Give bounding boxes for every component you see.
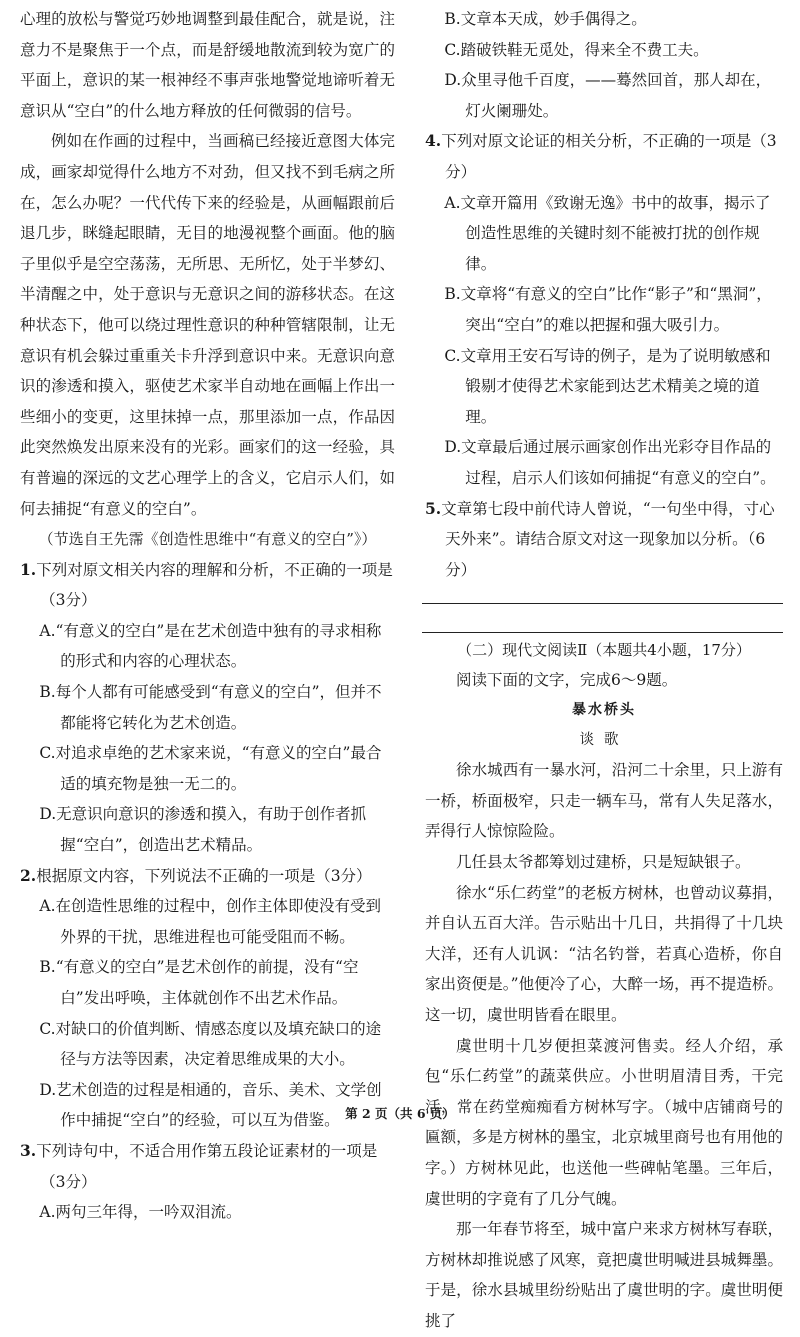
question-number: 4. bbox=[425, 131, 442, 151]
story-paragraph: 徐水“乐仁药堂”的老板方树林，也曾动议募捐，并自认五百大洋。告示贴出十几日，共捐得了十几块大洋，还有人讥讽：“沽名钓誉，若真心造桥，你自家出资便是。”他便冷了心，大醉一场，再不提造桥。这一切，虞世明皆看在眼里。 bbox=[425, 883, 783, 1025]
story-paragraph: 徐水城西有一暴水河，沿河二十余里，只上游有一桥，桥面极窄，只走一辆车马，常有人失足落水，弄得行人惊惊险险。 bbox=[425, 761, 783, 841]
option-d: D.艺术创造的过程是相通的，音乐、美术、文学创作中捕捉“空白”的经验，可以互为借鉴。 bbox=[39, 1080, 382, 1130]
option-c: C.对追求卓绝的艺术家来说，“有意义的空白”最合适的填充物是独一无二的。 bbox=[39, 744, 382, 793]
option-b: B.“有意义的空白”是艺术创作的前提，没有“空白”发出呼唤，主体就创作不出艺术作品。 bbox=[39, 958, 359, 1007]
question-2 bbox=[20, 861, 395, 1136]
option-a: A.“有意义的空白”是在艺术创造中独有的寻求相称的形式和内容的心理状态。 bbox=[39, 621, 382, 671]
question-3 bbox=[20, 1136, 395, 1228]
left-column bbox=[20, 4, 395, 1228]
passage-paragraph: 心理的放松与警觉巧妙地调整到最佳配合，就是说，注意力不是聚焦于一个点，而是舒缓地散流到较为宽广的平面上，意识的某一根神经不事声张地警觉地谛听着无意识从“空白”的什么地方释放的任何微弱的信号。 bbox=[20, 10, 395, 120]
option-a: A.两句三年得，一吟双泪流。 bbox=[39, 1203, 242, 1222]
story-paragraph: 那一年春节将至，城中富户来求方树林写春联，方树林却推说感了风寒，竟把虞世明喊进县城舞墨。于是，徐水县城里纷纷贴出了虞世明的字。虞世明便挑了 bbox=[425, 1220, 783, 1330]
question-stem: 文章第七段中前代诗人曾说，“一句坐中得，寸心天外来”。请结合原文对这一现象加以分析。（6分） bbox=[441, 499, 775, 579]
option-a: A.在创造性思维的过程中，创作主体即使没有受到外界的干扰，思维进程也可能受阻而不畅。 bbox=[39, 897, 381, 946]
option-b: B.文章本天成，妙手偶得之。 bbox=[444, 10, 647, 28]
option-d: D.无意识向意识的渗透和摸入，有助于创作者抓握“空白”，创造出艺术精品。 bbox=[39, 805, 367, 855]
option-d: D.文章最后通过展示画家创作出光彩夺目作品的过程，启示人们该如何捕捉“有意义的空白”。 bbox=[444, 438, 776, 487]
question-number: 2. bbox=[20, 865, 37, 885]
question-5 bbox=[425, 494, 783, 586]
option-c: C.文章用王安石写诗的例子，是为了说明敏感和锻剔才使得艺术家能到达艺术精美之境的道理。 bbox=[444, 346, 771, 426]
question-number: 3. bbox=[20, 1140, 37, 1160]
story-paragraph: 几任县太爷都筹划过建桥，只是短缺银子。 bbox=[456, 853, 751, 872]
passage-paragraph: 例如在作画的过程中，当画稿已经接近意图大体完成，画家却觉得什么地方不对劲，但又找不到毛病之所在，怎么办呢？一代代传下来的经验是，从画幅跟前后退几步，眯缝起眼睛，无目的地漫视整个画面。他的脑子里似乎是空空荡荡，无所思、无所忆，处于半梦幻、半清醒之中，处于意识与无意识之间的游移状态。在这种状态下，他可以绕过理性意识的种种管辖限制，让无意识有机会躲过重重关卡升浮到意识中来。无意识向意识的渗透和摸入，驱使艺术家半自动地在画幅上作出一些细小的变更，这里抹掉一点，那里添加一点，作品因此突然焕发出原来没有的光彩。画家们的这一经验，具有普遍的深远的文艺心理学上的含义，它启示人们，如何去捕捉“有意义的空白”。 bbox=[20, 132, 395, 518]
section-title: （二）现代文阅读Ⅱ（本题共4小题，17分） bbox=[457, 641, 751, 660]
story-title: 暴水桥头 bbox=[572, 702, 636, 719]
option-d: D.众里寻他千百度，——蓦然回首，那人却在，灯火阑珊处。 bbox=[444, 71, 772, 120]
question-number: 1. bbox=[20, 559, 37, 579]
page-footer: 第 2 页（共 6 页） bbox=[345, 1106, 455, 1121]
question-stem: 下列对原文相关内容的理解和分析，不正确的一项是（3分） bbox=[36, 560, 393, 610]
section-instruction: 阅读下面的文字，完成6～9题。 bbox=[456, 671, 678, 690]
question-stem: 下列对原文论证的相关分析，不正确的一项是（3分） bbox=[441, 132, 777, 181]
question-number: 5. bbox=[425, 498, 442, 518]
story-paragraph: 虞世明十几岁便担菜渡河售卖。经人介绍，承包“乐仁药堂”的蔬菜供应。小世明眉清目秀，干完活，常在药堂痴痴看方树林写字。（城中店铺商号的匾额，多是方树林的墨宝，北京城里商号也有用他的字。）方树林见此，也送他一些碑帖笔墨。三年后，虞世明的字竟有了几分气魄。 bbox=[425, 1036, 783, 1208]
story-author: 谈歌 bbox=[579, 732, 629, 749]
passage-source: （节选自王先霈《创造性思维中“有意义的空白”》） bbox=[38, 530, 377, 549]
question-1 bbox=[20, 555, 395, 861]
question-stem: 下列诗句中，不适合用作第五段论证素材的一项是（3分） bbox=[36, 1141, 378, 1191]
option-b: B.文章将“有意义的空白”比作“影子”和“黑洞”，突出“空白”的难以把握和强大吸引力。 bbox=[444, 285, 772, 334]
question-4 bbox=[425, 126, 783, 493]
option-c: C.对缺口的价值判断、情感态度以及填充缺口的途径与方法等因素，决定着思维成果的大小。 bbox=[39, 1019, 382, 1069]
question-stem: 根据原文内容，下列说法不正确的一项是（3分） bbox=[36, 866, 372, 885]
right-column bbox=[425, 4, 783, 1337]
option-b: B.每个人都有可能感受到“有意义的空白”，但并不都能将它转化为艺术创造。 bbox=[39, 683, 382, 732]
option-a: A.文章开篇用《致谢无逸》书中的故事，揭示了创造性思维的关键时刻不能被打扰的创作规律。 bbox=[444, 193, 771, 273]
option-c: C.踏破铁鞋无觅处，得来全不费工夫。 bbox=[444, 40, 709, 59]
